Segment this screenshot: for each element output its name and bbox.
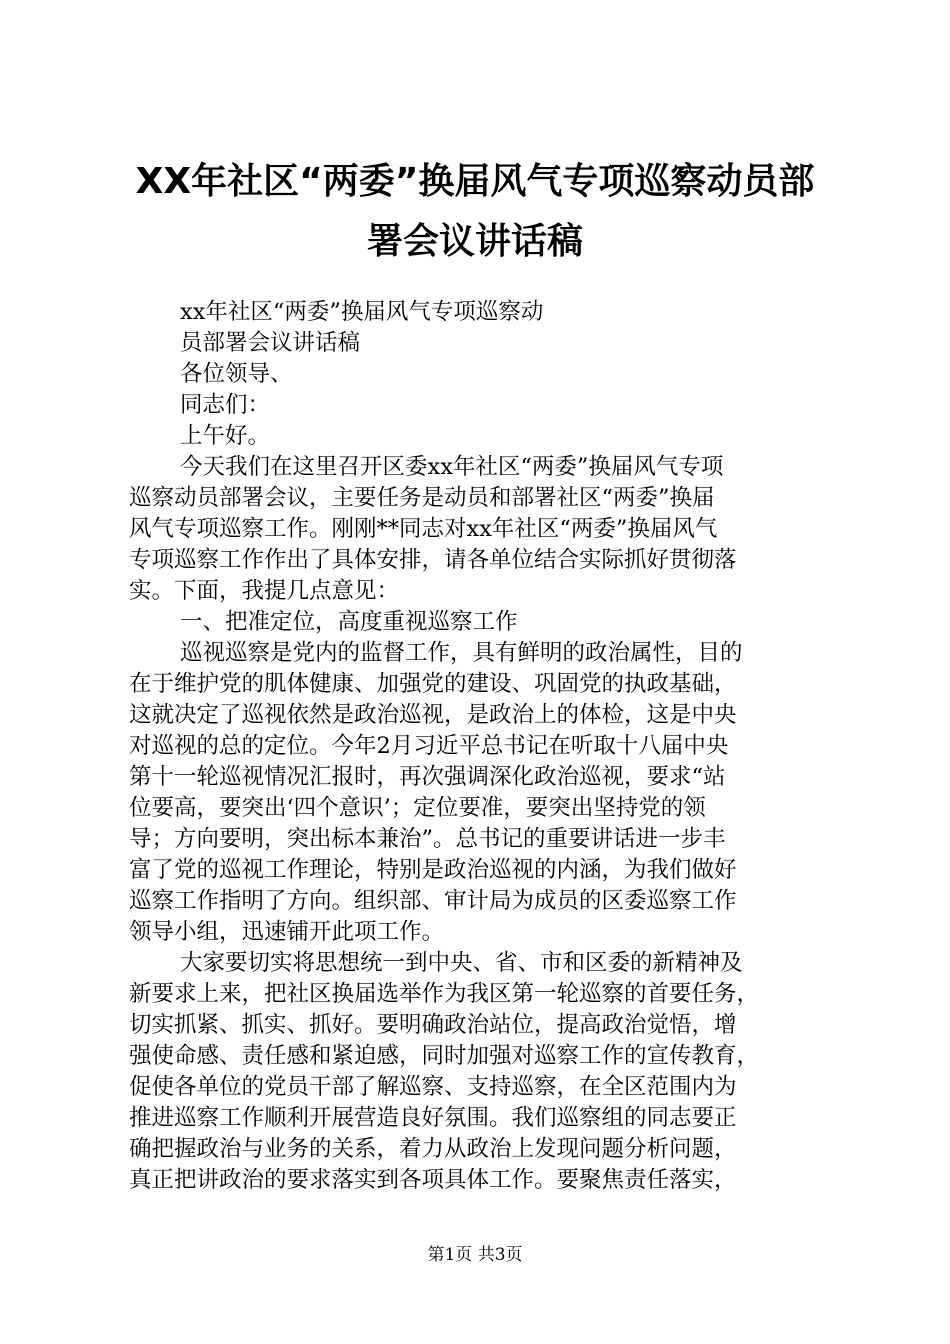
body-line: 一、把准定位，高度重视巡察工作 xyxy=(180,609,518,635)
body-line: 确把握政治与业务的关系，着力从政治上发现问题分析问题， xyxy=(129,1136,737,1162)
document-title-line-2: 署会议讲话稿 xyxy=(366,221,583,262)
body-line: xx年社区“两委”换届风气专项巡察动 xyxy=(180,299,544,325)
document-body xyxy=(129,297,829,1196)
body-line: 第十一轮巡视情况汇报时，再次强调深化政治巡视，要求“站 xyxy=(129,764,726,790)
body-line: 巡视巡察是党内的监督工作，具有鲜明的政治属性，目的 xyxy=(180,640,743,666)
body-line: 新要求上来，把社区换届选举作为我区第一轮巡察的首要任务， xyxy=(129,981,760,1007)
body-line: 切实抓紧、抓实、抓好。要明确政治站位，提高政治觉悟，增 xyxy=(129,1012,737,1038)
body-line: 今天我们在这里召开区委xx年社区“两委”换届风气专项 xyxy=(180,454,724,480)
body-line: 实。下面，我提几点意见： xyxy=(129,578,400,604)
body-line: 风气专项巡察工作。刚刚**同志对xx年社区“两委”换届风气 xyxy=(129,516,718,542)
body-line: 强使命感、责任感和紧迫感，同时加强对巡察工作的宣传教育， xyxy=(129,1043,760,1069)
body-line: 推进巡察工作顺利开展营造良好氛围。我们巡察组的同志要正 xyxy=(129,1105,737,1131)
body-line: 大家要切实将思想统一到中央、省、市和区委的新精神及 xyxy=(180,950,743,976)
body-line: 巡察工作指明了方向。组织部、审计局为成员的区委巡察工作 xyxy=(129,888,737,914)
page-footer: 第1页 共3页 xyxy=(427,1245,523,1265)
body-line: 上午好。 xyxy=(180,423,271,449)
body-line: 领导小组，迅速铺开此项工作。 xyxy=(129,919,445,945)
body-line: 同志们： xyxy=(180,392,271,418)
body-line: 位要高，要突出‘四个意识’；定位要准，要突出坚持党的领 xyxy=(129,795,706,821)
body-line: 各位领导、 xyxy=(180,361,293,387)
body-line: 员部署会议讲话稿 xyxy=(180,330,361,356)
body-line: 在于维护党的肌体健康、加强党的建设、巩固党的执政基础， xyxy=(129,671,737,697)
document-title-line-1: XX年社区“两委”换届风气专项巡察动员部 xyxy=(135,161,815,202)
body-line: 巡察动员部署会议，主要任务是动员和部署社区“两委”换届 xyxy=(129,485,715,511)
body-line: 真正把讲政治的要求落实到各项具体工作。要聚焦责任落实， xyxy=(129,1167,737,1193)
body-line: 富了党的巡视工作理论，特别是政治巡视的内涵，为我们做好 xyxy=(129,857,737,883)
body-line: 专项巡察工作作出了具体安排，请各单位结合实际抓好贯彻落 xyxy=(129,547,737,573)
body-line: 对巡视的总的定位。今年2月习近平总书记在听取十八届中央 xyxy=(129,733,729,759)
body-line: 促使各单位的党员干部了解巡察、支持巡察，在全区范围内为 xyxy=(129,1074,737,1100)
body-line: 这就决定了巡视依然是政治巡视，是政治上的体检，这是中央 xyxy=(129,702,737,728)
body-line: 导；方向要明，突出标本兼治”。总书记的重要讲话进一步丰 xyxy=(129,826,726,852)
